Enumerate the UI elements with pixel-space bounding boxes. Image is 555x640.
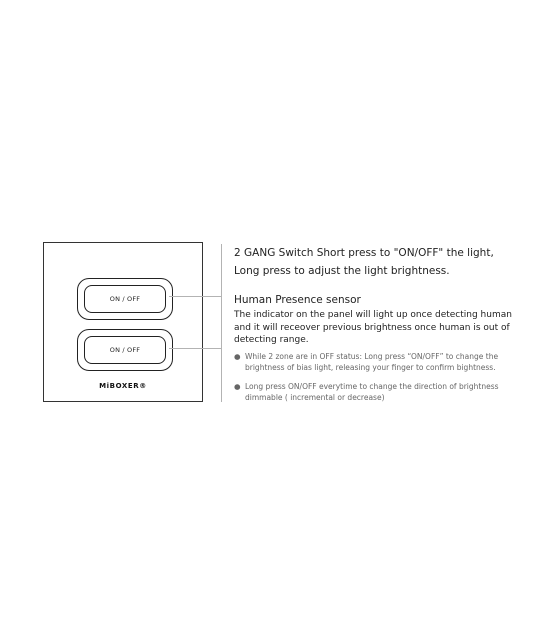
bullet-line: brightness of bias light, releasing your finger to confirm bightness. (245, 363, 496, 372)
leader-line-top (169, 296, 221, 297)
leader-line-bottom (169, 348, 221, 349)
bullet-line: dimmable ( incremental or decrease) (245, 393, 385, 402)
top-switch-label: ON / OFF (84, 285, 166, 313)
vertical-divider (221, 244, 222, 402)
gang-description-line2: Long press to adjust the light brightness. (234, 265, 450, 277)
switch-panel (43, 242, 203, 402)
bullet-line: While 2 zone are in OFF status: Long press “ON/OFF” to change the (245, 352, 499, 361)
brand-logo: MiBOXER® (99, 382, 147, 390)
human-desc-line: The indicator on the panel will light up once detecting human (234, 310, 512, 320)
bullet-line: Long press ON/OFF everytime to change the direction of brightness (245, 382, 499, 391)
bullet-dot-icon: ● (234, 352, 241, 361)
human-sensor-description (234, 309, 512, 347)
human-desc-line: and it will receover previous brightness once human is out of (234, 322, 510, 333)
gang-description-line1: 2 GANG Switch Short press to "ON/OFF" the light, (234, 247, 494, 259)
bottom-switch-label: ON / OFF (84, 336, 166, 364)
top-switch-button[interactable] (77, 278, 173, 320)
bottom-switch-button[interactable] (77, 329, 173, 371)
bullet-dot-icon: ● (234, 382, 241, 391)
human-desc-line: detecting range. (234, 335, 309, 345)
human-sensor-title: Human Presence sensor (234, 294, 361, 306)
